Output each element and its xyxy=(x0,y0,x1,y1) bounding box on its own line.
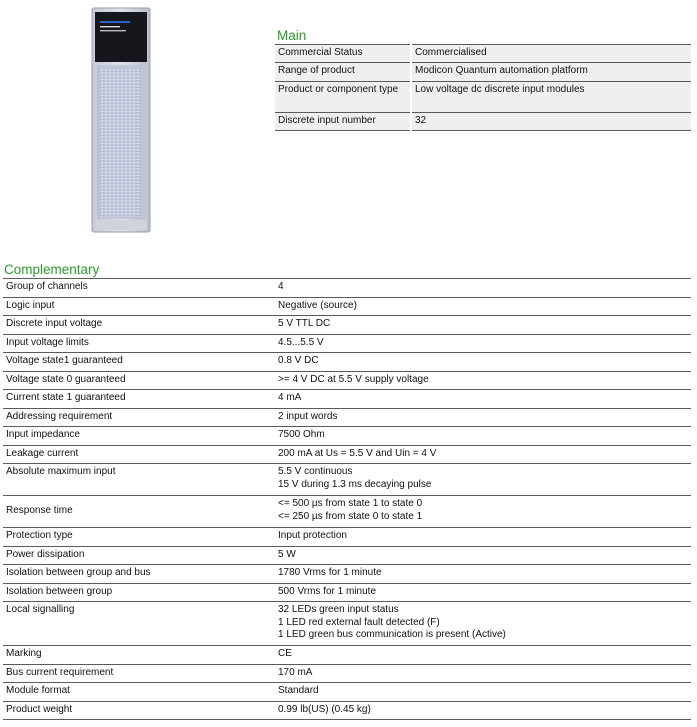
spec-value-line: <= 250 µs from state 0 to state 1 xyxy=(278,510,423,522)
spec-value xyxy=(275,316,691,335)
spec-value-line: 5 V TTL DC xyxy=(278,318,331,329)
table-row xyxy=(3,565,691,584)
spec-value xyxy=(275,408,691,427)
table-row xyxy=(3,602,691,646)
spec-value-line: 5 W xyxy=(278,548,296,560)
spec-label: Input impedance xyxy=(3,427,275,446)
spec-value xyxy=(275,583,691,602)
spec-label: Discrete input voltage xyxy=(3,316,275,335)
spec-label: Bus current requirement xyxy=(3,664,275,683)
spec-label: Range of product xyxy=(275,63,411,82)
table-row xyxy=(3,664,691,683)
spec-label: Module format xyxy=(3,683,275,702)
spec-label: Input voltage limits xyxy=(3,334,275,353)
spec-value xyxy=(275,602,691,646)
module-illustration xyxy=(90,6,154,234)
spec-value xyxy=(275,390,691,409)
spec-label: Commercial Status xyxy=(275,45,411,63)
complementary-section xyxy=(3,262,691,720)
complementary-section-title: Complementary xyxy=(4,262,100,277)
spec-value xyxy=(275,664,691,683)
table-row xyxy=(3,701,691,720)
spec-label: Addressing requirement xyxy=(3,408,275,427)
spec-value xyxy=(275,353,691,372)
main-section-title: Main xyxy=(277,28,307,43)
spec-value-line: 4 mA xyxy=(278,392,302,403)
spec-value-line: CE xyxy=(278,648,292,659)
table-row xyxy=(3,297,691,316)
table-row xyxy=(3,279,691,298)
spec-label: Protection type xyxy=(3,528,275,547)
spec-value xyxy=(275,565,691,584)
spec-value-line: 7500 Ohm xyxy=(278,429,325,440)
spec-label: Isolation between group xyxy=(3,583,275,602)
spec-label: Product weight xyxy=(3,701,275,720)
spec-label: Leakage current xyxy=(3,445,275,464)
table-row xyxy=(275,82,691,113)
spec-value xyxy=(275,646,691,665)
product-image xyxy=(90,6,154,234)
spec-value xyxy=(275,701,691,720)
spec-value-line: 0.8 V DC xyxy=(278,355,319,366)
spec-value xyxy=(275,683,691,702)
spec-value-line: <= 500 µs from state 1 to state 0 xyxy=(278,498,423,509)
spec-label: Group of channels xyxy=(3,279,275,298)
spec-value xyxy=(275,371,691,390)
spec-value-line: 15 V during 1.3 ms decaying pulse xyxy=(278,478,432,490)
spec-value xyxy=(275,546,691,565)
spec-value xyxy=(275,334,691,353)
main-section xyxy=(275,28,691,131)
spec-label: Isolation between group and bus xyxy=(3,565,275,584)
table-row xyxy=(3,683,691,702)
spec-value: Low voltage dc discrete input modules xyxy=(411,82,691,113)
table-row xyxy=(3,390,691,409)
table-row xyxy=(3,546,691,565)
complementary-spec-table xyxy=(3,278,691,720)
spec-value-line: 500 Vrms for 1 minute xyxy=(278,585,377,597)
table-row xyxy=(3,353,691,372)
spec-value-line: Input protection xyxy=(278,530,347,541)
table-row xyxy=(3,464,691,496)
table-row xyxy=(3,334,691,353)
spec-value-line: 1 LED red external fault detected (F) xyxy=(278,616,440,628)
spec-label: Current state 1 guaranteed xyxy=(3,390,275,409)
table-row xyxy=(3,408,691,427)
spec-label: Discrete input number xyxy=(275,113,411,131)
spec-value: Modicon Quantum automation platform xyxy=(411,63,691,82)
spec-value xyxy=(275,445,691,464)
table-row xyxy=(275,45,691,63)
spec-label: Local signalling xyxy=(3,602,275,646)
table-row xyxy=(3,496,691,528)
spec-value xyxy=(275,427,691,446)
spec-label: Marking xyxy=(3,646,275,665)
spec-value-line: >= 4 V DC at 5.5 V supply voltage xyxy=(278,373,429,385)
spec-value-line: 0.99 lb(US) (0.45 kg) xyxy=(278,703,371,715)
table-row xyxy=(3,427,691,446)
table-row xyxy=(3,371,691,390)
table-row xyxy=(3,646,691,665)
table-row xyxy=(3,583,691,602)
spec-value: 32 xyxy=(411,113,691,131)
spec-value xyxy=(275,496,691,528)
spec-value-line: 4 xyxy=(278,281,284,292)
spec-label: Voltage state1 guaranteed xyxy=(3,353,275,372)
spec-value-line: Standard xyxy=(278,685,319,696)
spec-label: Absolute maximum input xyxy=(3,464,275,496)
spec-value-line: 170 mA xyxy=(278,666,313,678)
spec-label: Product or component type xyxy=(275,82,411,113)
spec-value-line: 2 input words xyxy=(278,410,338,422)
spec-value-line: 1 LED green bus communication is present (Active) xyxy=(278,629,506,640)
spec-value xyxy=(275,279,691,298)
table-row xyxy=(275,113,691,131)
main-spec-table xyxy=(275,44,691,131)
spec-value xyxy=(275,464,691,496)
spec-value-line: Negative (source) xyxy=(278,299,357,311)
spec-label: Power dissipation xyxy=(3,546,275,565)
spec-value-line: 1780 Vrms for 1 minute xyxy=(278,567,382,578)
spec-value-line: 200 mA at Us = 5.5 V and Uin = 4 V xyxy=(278,447,437,459)
spec-value: Commercialised xyxy=(411,45,691,63)
table-row xyxy=(3,445,691,464)
spec-value xyxy=(275,528,691,547)
table-row xyxy=(3,528,691,547)
spec-value xyxy=(275,297,691,316)
table-row xyxy=(3,316,691,335)
spec-label: Voltage state 0 guaranteed xyxy=(3,371,275,390)
spec-value-line: 5.5 V continuous xyxy=(278,466,353,477)
spec-value-line: 4.5...5.5 V xyxy=(278,336,324,348)
spec-value-line: 32 LEDs green input status xyxy=(278,604,399,615)
spec-label: Logic input xyxy=(3,297,275,316)
table-row xyxy=(275,63,691,82)
spec-label: Response time xyxy=(3,496,275,528)
